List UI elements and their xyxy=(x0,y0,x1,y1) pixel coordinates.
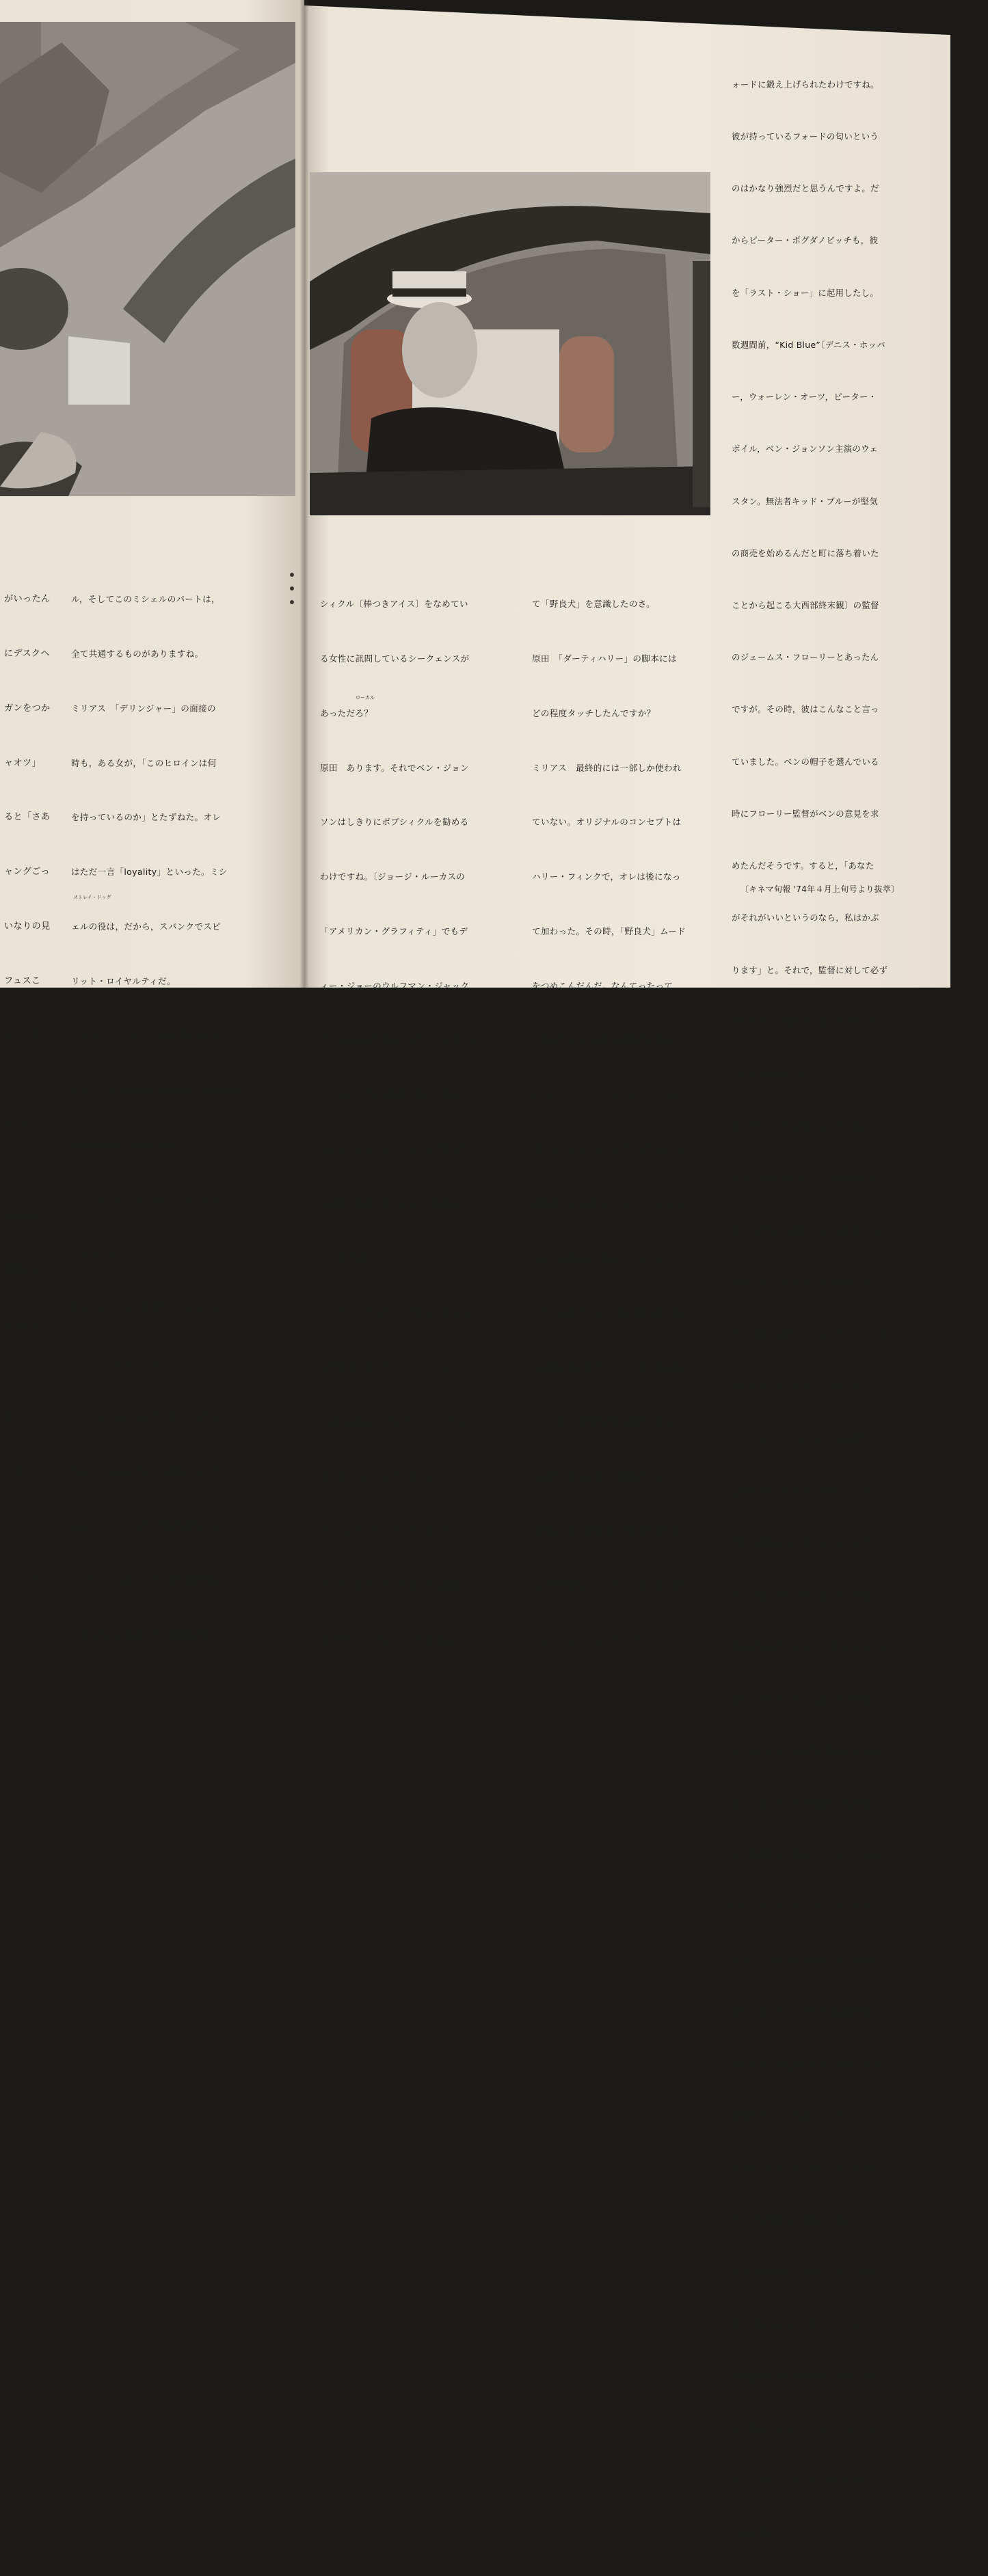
film-still-right xyxy=(310,172,710,515)
text-column-mid-right: て「野良犬」を意識したのさ。 原田 「ダーティハリー」の脚本には どの程度タッチしたんですか？ ミリアス 最終的には一部しか使われ ていない。オリジナルのコンセプトは ハリー・フィンクで，オレは後になっ て加わった。その時，「野良犬」ムード をつめこんだんだ。なんてったって 「野良犬」は最高の探偵物だからな。 原田 さて，ベン・ジョンソンですが， ボクは彼をスクリーンで見るたびに奇 妙な感じをうけるんです。というのは， 女が昔の男の匂いをもってる，という ことがあるでしょう。特に性交中に彼 女の体を通りすぎていった男たちが見 えてくる。俳優と監督の関係もそんな ものだと思うんです。俳優というのは 多かれ少なかれ甲斐性のある監督に多 大に影響されているんじゃないかと思 える。ベン・ジョンソンはジョン・フ xyxy=(532,599,691,1646)
text-column-left: ル，そしてこのミシェルのパートは， 全て共通するものがありますね。 ミリアス 「デリンジャー」の面接の 時も，ある女が，「このヒロインは何 を持っているのか」とたずねた。オレ はただ一言「loyality」といった。ミシ ェルの役は，だから，スバンクでスピ リット・ロイヤルティだ。 原田 ロイ・ビーンの台詞にもあった ように，男はhaving womanと wanting womanを持つべきですか？ ミリアス ウーン，そういうことにし とこう〔笑〕。 原田 ルーマニア訛りでしゃべるクロ リス・リーチマンについては。 ミリアス 気に入っているパートだっ たから，彼女のような演技派にやって もらった。ところで，彼女が出てくる シークェンスは，まるっきり黒沢明の 「野良犬」の盗用だぜ。志村喬がボブ xyxy=(71,594,238,1641)
staple-hole xyxy=(290,586,294,591)
text-column-right: ォードに鍛え上げられたわけですね。 彼が持っているフォードの匂いという のはかなり強烈だと思うんですよ。だ からピーター・ボグダノビッチも，彼 を「ラスト・ショー」に起用したし。 数週間前，“Kid Blue”〔デニス・ホッパ ー，ウォーレン・オーツ，ピーター・ ボイル，ベン・ジョンソン主演のウェ スタン。無法者キッド・ブルーが堅気 の商売を始めるんだと町に落ち着いた ことから起こる大西部終末観〕の監督 のジェームス・フローリーとあったん ですが。その時，彼はこんなこと言っ ていました。ベンの帽子を選んでいる 時にフローリー監督がベンの意見を求 めたんだそうです。すると，「あなた がそれがいいというのなら，私はかぶ ります」と。それで，監督に対して必ず “サー”という敬称をつけるんですって。 “サー”なんて呼ば ないで“ジム”と気軽に言ってくれ，と いうと“Yes, sir”でしょ。監督に対する 接し方が実に折目正しい。過剰なくら い折目正しいということですね。もっ とも，撮了間際にはジム，ベンと呼びあ う付き合いだったらしいですけど。 ミリアス 「デリンジャー」の撮影中 にはそんなことなかったな。いい人 でね，撮影の合い間にハンティングに よく一緒に出かけたしね。オレと彼と は共同出資でハンティング用のキャビン を買ったんだ。ベンはね，タフで悪 どいけれどどこか観客に愛されるもの をもっている，そんな役をこなす数少 ない役者だよ。それに，このドラマの 中心はデリンジャー以上にパービスだ から。どこか悲劇的なヒーローのカゲ を持っているし。それだけに慎重を 期してベンを選んだんだ。ねらい通り の味がでていると思う。デリンジャー のウォーレン・オーツは，オレがアマ チュアの頃から一度使ってみたいと考 えていた俳優だ。実をいえば，今まで 書いた脚本は全て，オー ウォーレン ツを念頭において書きはじめているん だ。特に「ロイ・ビーン」こそ，しん そこ，ウォーレン・オーツのためだっ たのになあ。 xyxy=(732,79,888,2538)
text-column-mid-left: シィクル〔棒つきアイス〕をなめてい る女性に訊問しているシークェンスが あっただろ？ 原田 あります。それでベン・ジョン ソンはしきりにボブシィクルを勧める わけですね。〔ジョージ・ルーカスの 「アメリカン・グラフィティ」でもデ ィー・ジョーのウルフマン・ジャック が，放送局をたずねてきたトレイフュス にボブシィクルを勧める場面がある。 ジョンとジョージ，二人とも「野良犬」 の話をする度にボブシィクルをなめて いたのでは!?〕 ミリアス そうだよ。それに「野良犬」 の影響は「ダーティハリー」にも，い っぱいあるね。〔クレディットにはのっ ていないが，ミリアスも「ダーティハ リー」のライターの一人〕ダーティハ リーと，犯人スコーピオンとの関係， 部下のレニ・サントーニとの交友，全 xyxy=(320,599,479,1646)
staple-hole xyxy=(290,573,294,577)
film-still-left xyxy=(0,22,295,496)
page-gutter xyxy=(299,0,309,988)
source-credit: 〔キネマ旬報 '74年４月上旬号より抜萃〕 xyxy=(740,884,900,894)
text-column-far-left: がいったん にデスクヘ ガンをつか ャオツ」 ると「さあ ャングごっ いなりの見 フュスこ だと、そ フィリッ と面接し 御肌だっ だったか キャプテ 「大い 「ロイ・ ーンシブ xyxy=(4,594,51,1586)
ruby-stray-dog: ストレイ・ドッグ xyxy=(73,895,111,900)
ruby-local: ローカル xyxy=(356,695,375,701)
staple-hole xyxy=(290,600,294,604)
